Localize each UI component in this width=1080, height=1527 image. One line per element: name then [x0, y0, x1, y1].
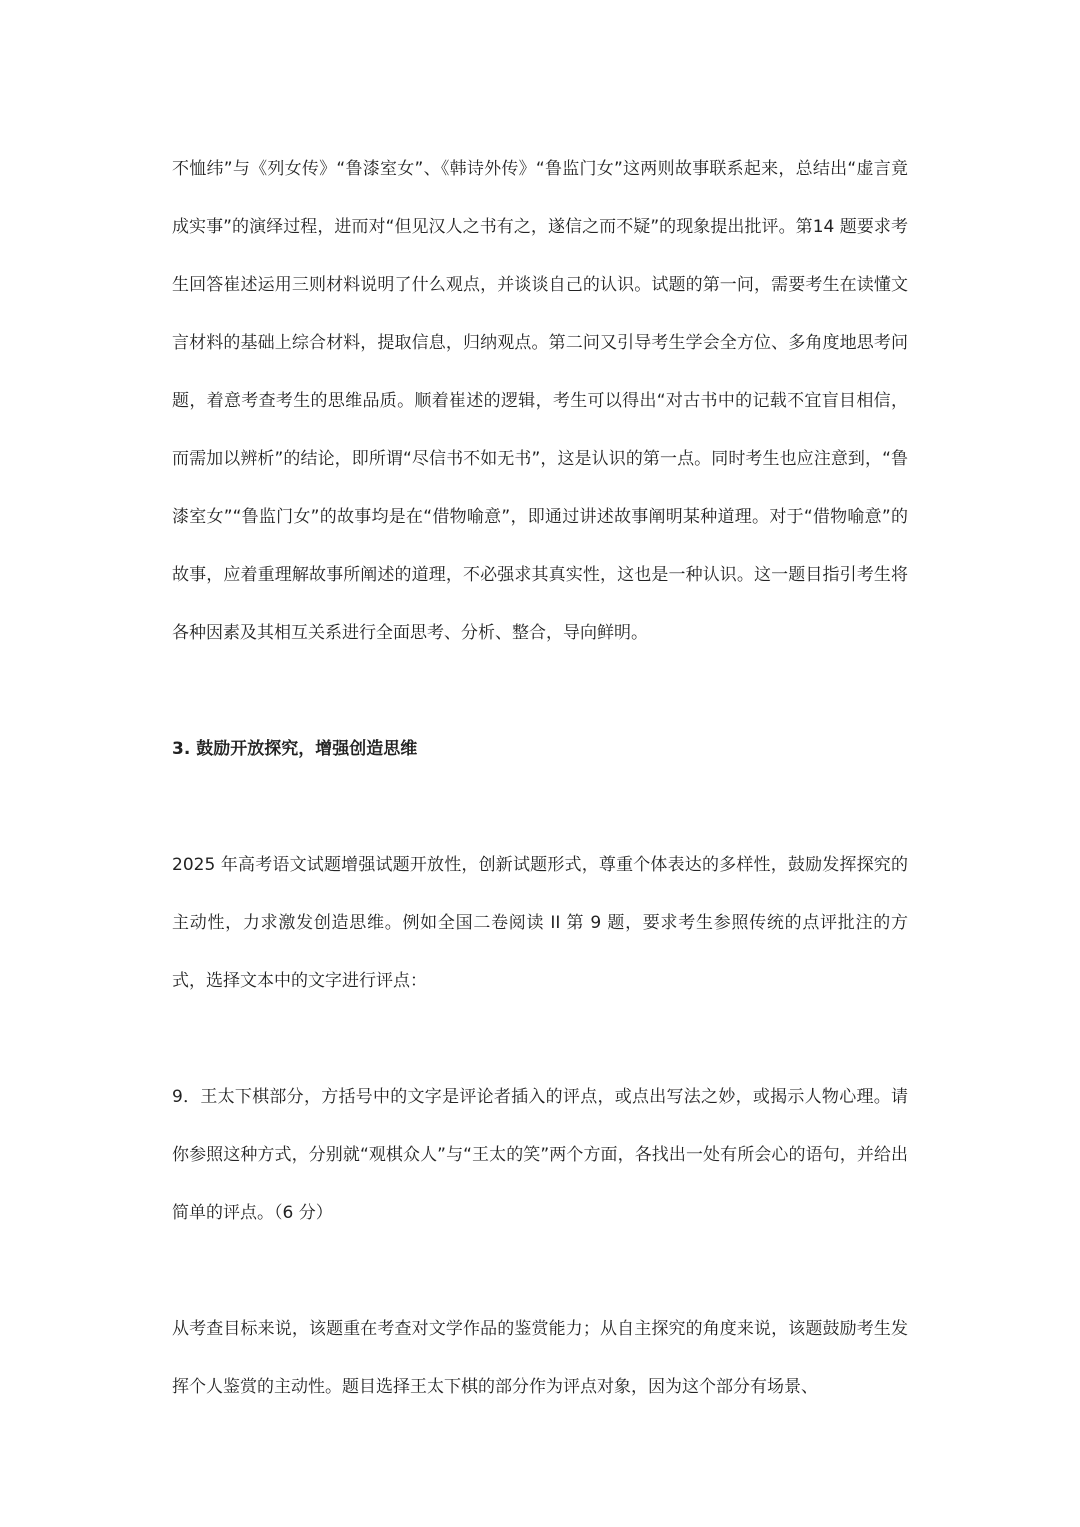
document-page	[172, 140, 908, 1416]
paragraph-commentary: 从考查目标来说，该题重在考查对文学作品的鉴赏能力；从自主探究的角度来说，该题鼓励考生发挥个人鉴赏的主动性。题目选择王太下棋的部分作为评点对象，因为这个部分有场景、	[172, 1319, 908, 1397]
paragraph-analysis: 不恤纬”与《列女传》“鲁漆室女”、《韩诗外传》“鲁监门女”这两则故事联系起来，总结出“虚言竟成实事”的演绎过程，进而对“但见汉人之书有之，遂信之而不疑”的现象提出批评。第14 题要求考生回答崔述运用三则材料说明了什么观点，并谈谈自己的认识。试题的第一问，需要考生在读懂文言材料的基础上综合材料，提取信息，归纳观点。第二问又引导考生学会全方位、多角度地思考问题，着意考查考生的思维品质。顺着崔述的逻辑，考生可以得出“对古书中的记载不宜盲目相信，而需加以辨析”的结论，即所谓“尽信书不如无书”，这是认识的第一点。同时考生也应注意到，“鲁漆室女”“鲁监门女”的故事均是在“借物喻意”，即通过讲述故事阐明某种道理。对于“借物喻意”的故事，应着重理解故事所阐述的道理，不必强求其真实性，这也是一种认识。这一题目指引考生将各种因素及其相互关系进行全面思考、分析、整合，导向鲜明。	[172, 159, 908, 643]
spacer	[172, 662, 908, 720]
spacer	[172, 1242, 908, 1300]
paragraph-intro: 2025 年高考语文试题增强试题开放性，创新试题形式，尊重个体表达的多样性，鼓励发挥探究的主动性，力求激发创造思维。例如全国二卷阅读 II 第 9 题，要求考生参照传统的点评批注的方式，选择文本中的文字进行评点：	[172, 855, 908, 991]
spacer	[172, 1010, 908, 1068]
paragraph-question-9: 9．王太下棋部分，方括号中的文字是评论者插入的评点，或点出写法之妙，或揭示人物心理。请你参照这种方式，分别就“观棋众人”与“王太的笑”两个方面，各找出一处有所会心的语句，并给出简单的评点。（6 分）	[172, 1087, 908, 1223]
spacer	[172, 778, 908, 836]
section-heading-3: 3. 鼓励开放探究，增强创造思维	[172, 739, 418, 759]
